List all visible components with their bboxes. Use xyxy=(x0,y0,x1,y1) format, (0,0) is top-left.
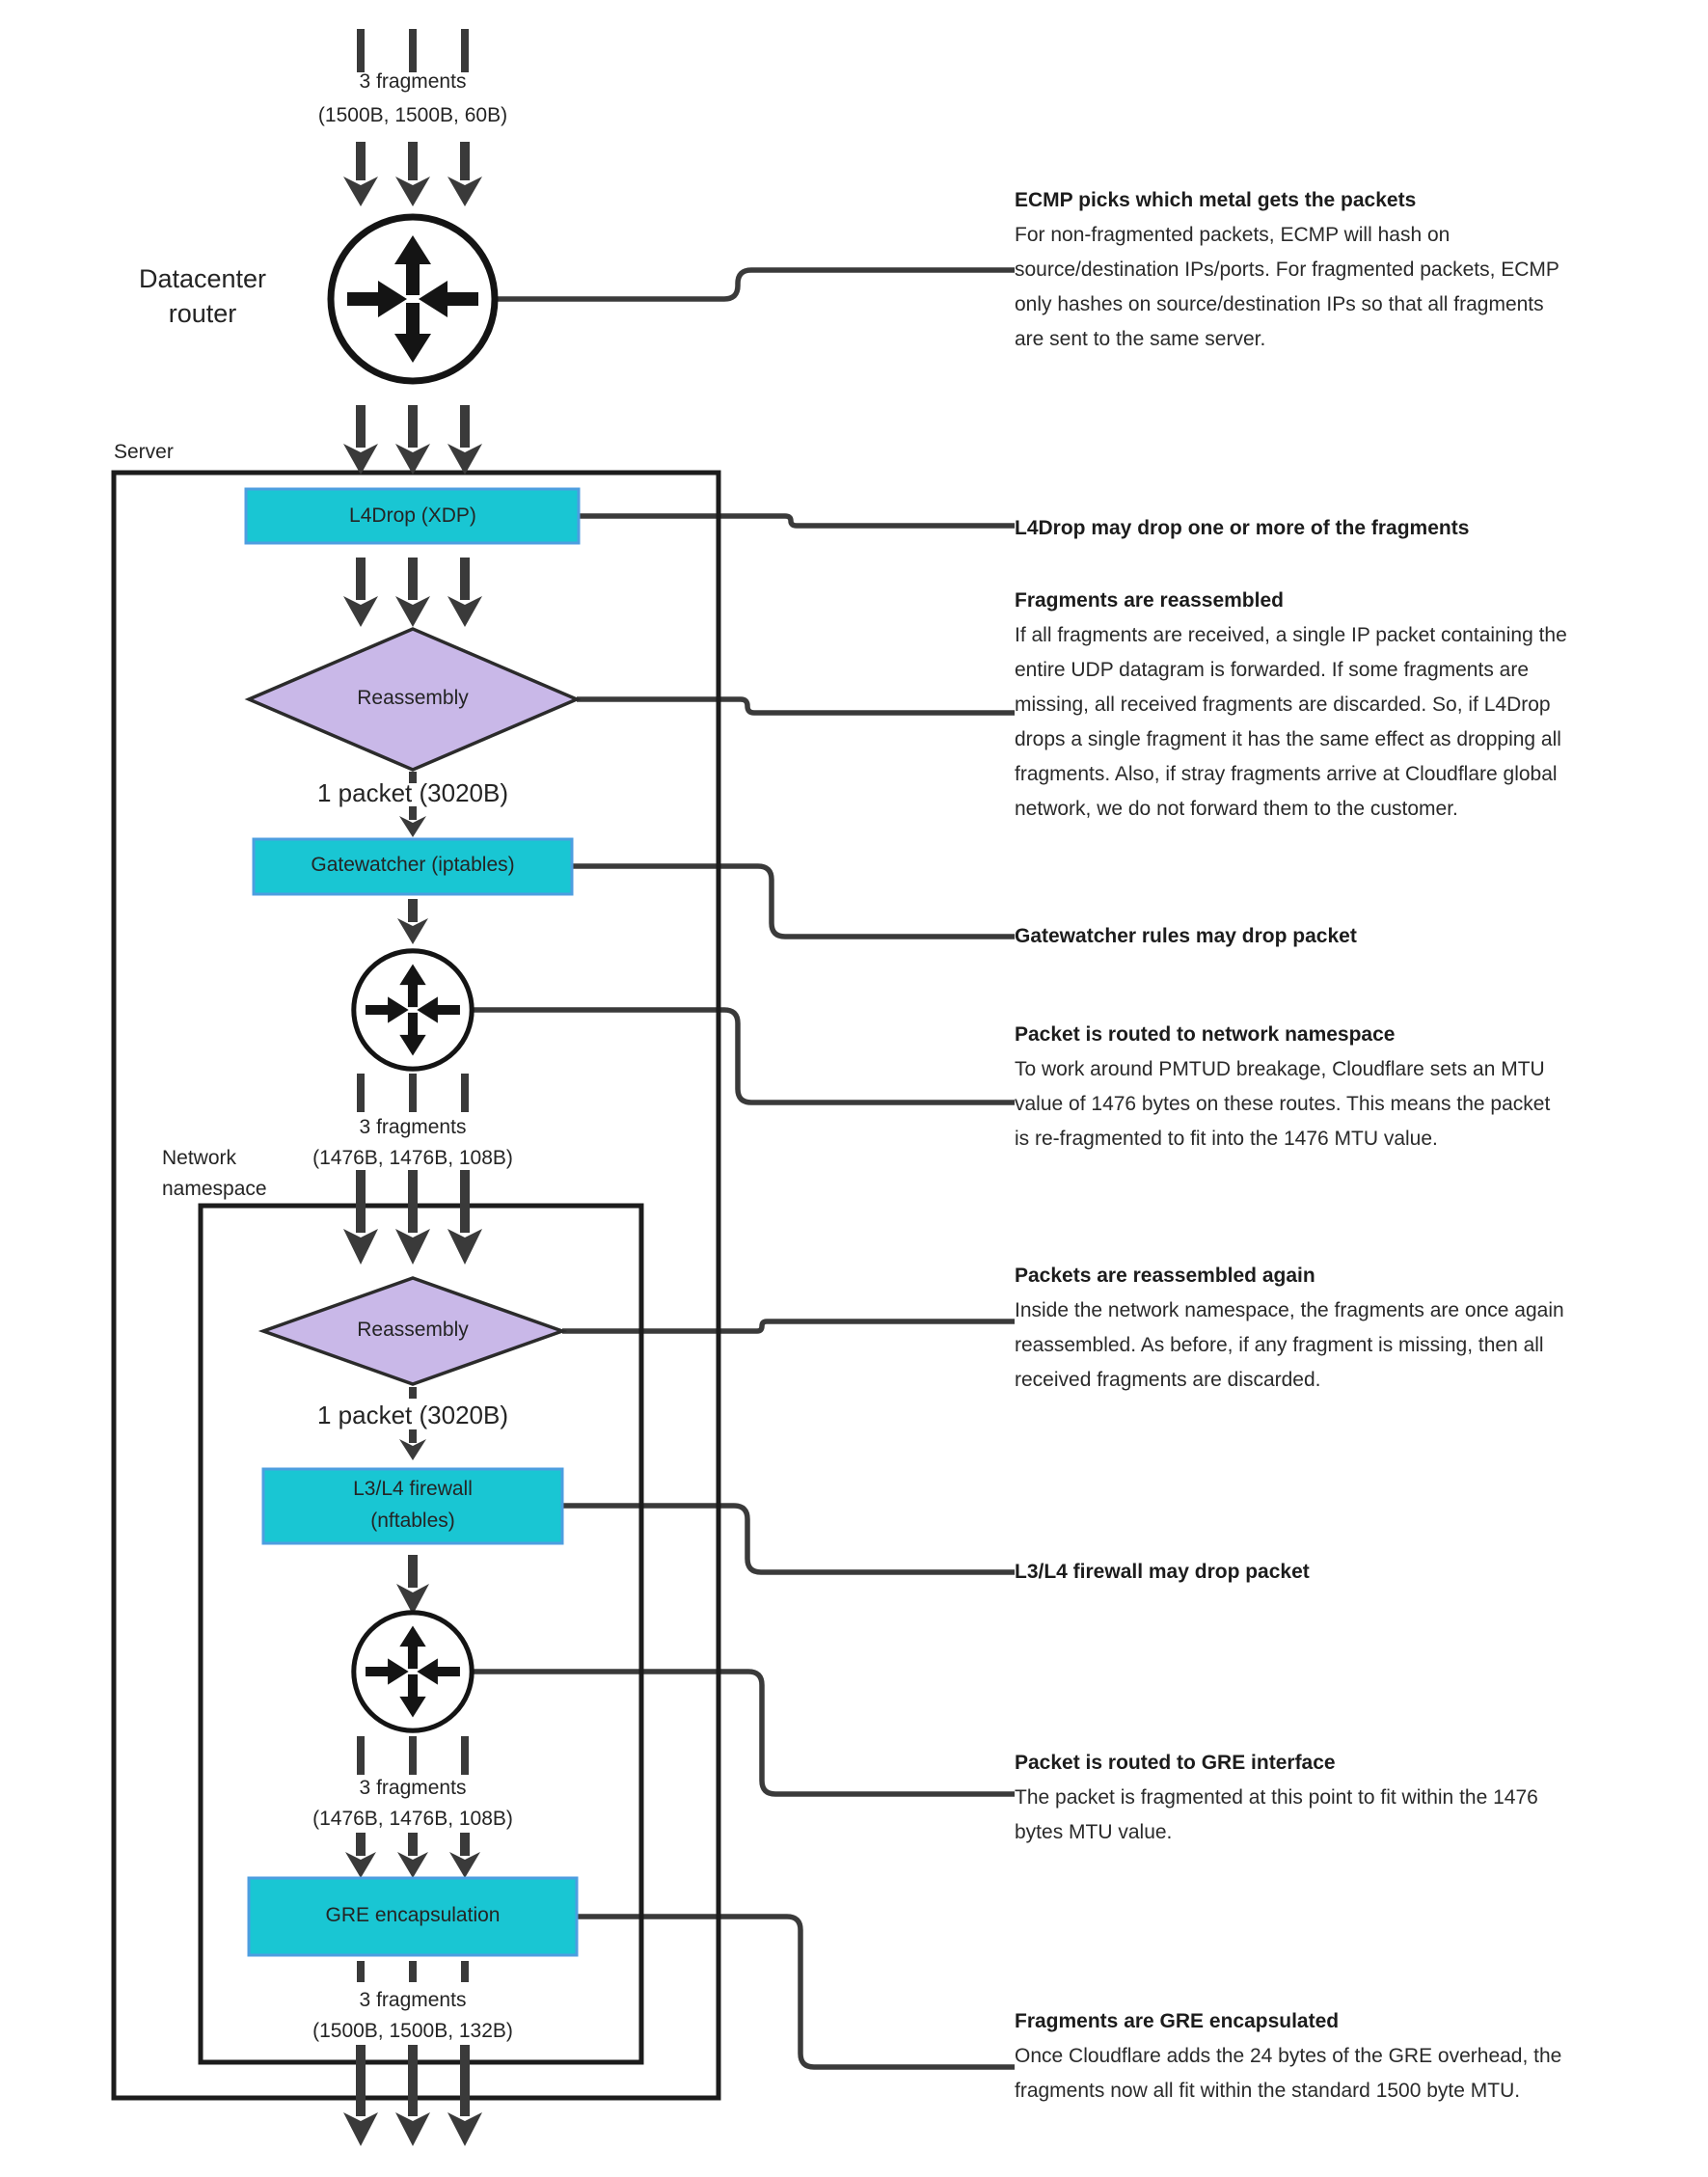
top-fragments-sizes: (1500B, 1500B, 60B) xyxy=(317,104,508,126)
annotation-body: For non-fragmented packets, ECMP will hash on source/destination IPs/ports. For fragmented packets, ECMP only hashes on source/destination IPs so that all fragments are sent to the same server. xyxy=(1015,224,1559,350)
annotation-heading: ECMP picks which metal gets the packets xyxy=(1015,189,1417,211)
l3l4-label-line2: (nftables) xyxy=(370,1510,455,1532)
annotation-heading: L4Drop may drop one or more of the fragments xyxy=(1015,517,1470,539)
annotation-heading: Packets are reassembled again xyxy=(1015,1265,1315,1287)
top-fragments-label: 3 fragments xyxy=(359,70,467,93)
mid-fragments-sizes: (1476B, 1476B, 108B) xyxy=(312,1147,513,1169)
gre-fragments-label: 3 fragments xyxy=(359,1777,467,1799)
network-namespace-label-line2: namespace xyxy=(162,1178,267,1200)
connector-reassembly2 xyxy=(562,1321,1015,1331)
connector-route-gre xyxy=(472,1672,1015,1794)
packet1-label: 1 packet (3020B) xyxy=(316,778,509,807)
annotation-gre-encapsulated xyxy=(1015,2004,1569,2109)
annotation-reassembled-again xyxy=(1015,1259,1569,1398)
bottom-fragments-dashes xyxy=(357,1961,469,1982)
routing-icon-gre xyxy=(354,1613,472,1730)
annotation-heading: Fragments are reassembled xyxy=(1015,589,1284,612)
datacenter-router-label-line2: router xyxy=(168,299,237,328)
connector-reassembly1 xyxy=(577,699,1015,713)
bottom-fragments-sizes: (1500B, 1500B, 132B) xyxy=(312,2020,513,2042)
router-to-server-arrows xyxy=(343,405,482,475)
annotation-body: If all fragments are received, a single IP packet containing the entire UDP datagram is forwarded. If some fragments are missing, all received fragments are discarded. So, if L4Drop drops a single fragment it has the same effect as dropping all fragments. Also, if stray fragments arrive at Cloudflare global network, we do not forward them to the customer. xyxy=(1015,624,1567,820)
connector-ecmp xyxy=(495,270,1015,299)
annotation-body: Once Cloudflare adds the 24 bytes of the GRE overhead, the fragments now all fit within the standard 1500 byte MTU. xyxy=(1015,2045,1562,2102)
l4drop-label: L4Drop (XDP) xyxy=(349,504,476,527)
gre-label: GRE encapsulation xyxy=(325,1904,501,1926)
gre-fragments-sizes: (1476B, 1476B, 108B) xyxy=(312,1808,513,1830)
gre-entry-arrows xyxy=(345,1833,480,1878)
l3l4-to-router-arrow xyxy=(396,1555,429,1615)
l3l4-label-line1: L3/L4 firewall xyxy=(353,1478,473,1500)
annotation-body: To work around PMTUD breakage, Cloudflare sets an MTU value of 1476 bytes on these routes. This means the packet is re-fragmented to fit into the 1476 MTU value. xyxy=(1015,1058,1551,1150)
annotation-heading: Fragments are GRE encapsulated xyxy=(1015,2010,1340,2032)
connector-l4drop xyxy=(579,516,1015,526)
gatewatcher-to-router-arrow xyxy=(397,899,428,944)
annotation-l3l4 xyxy=(1015,1555,1569,1590)
incoming-fragments-dashes xyxy=(357,29,469,72)
incoming-fragments-arrows xyxy=(343,142,482,206)
network-namespace-label-line1: Network xyxy=(162,1147,237,1169)
routing-icon-namespace xyxy=(354,951,472,1069)
annotation-reassembled xyxy=(1015,584,1569,827)
gatewatcher-label: Gatewatcher (iptables) xyxy=(311,854,515,876)
reassembly2-label: Reassembly xyxy=(357,1319,469,1341)
annotation-gatewatcher xyxy=(1015,919,1569,954)
annotation-body: The packet is fragmented at this point to fit within the 1476 bytes MTU value. xyxy=(1015,1786,1538,1843)
annotation-heading: L3/L4 firewall may drop packet xyxy=(1015,1561,1310,1583)
annotation-heading: Packet is routed to GRE interface xyxy=(1015,1752,1336,1774)
mid-fragments-label: 3 fragments xyxy=(359,1116,467,1138)
connector-route-ns xyxy=(472,1010,1015,1102)
connector-l3l4 xyxy=(562,1506,1015,1572)
reassembly1-label: Reassembly xyxy=(357,687,469,709)
datacenter-router-icon xyxy=(331,217,495,381)
annotation-routed-namespace xyxy=(1015,1018,1569,1157)
bottom-fragments-label: 3 fragments xyxy=(359,1989,467,2011)
mid-fragments-dashes xyxy=(357,1074,469,1112)
outgoing-fragments-arrows xyxy=(343,2045,482,2146)
annotation-routed-gre xyxy=(1015,1746,1569,1850)
annotation-ecmp xyxy=(1015,183,1569,357)
datacenter-router-label-line1: Datacenter xyxy=(138,264,267,293)
namespace-entry-arrows xyxy=(343,1170,482,1265)
connector-gatewatcher xyxy=(572,866,1015,937)
server-label: Server xyxy=(114,441,174,463)
packet2-label: 1 packet (3020B) xyxy=(316,1401,509,1429)
annotation-body: Inside the network namespace, the fragments are once again reassembled. As before, if any fragment is missing, then all received fragments are discarded. xyxy=(1015,1299,1564,1391)
l4drop-to-reassembly-arrows xyxy=(343,558,482,627)
annotation-l4drop xyxy=(1015,511,1569,546)
annotation-heading: Packet is routed to network namespace xyxy=(1015,1023,1396,1046)
annotation-heading: Gatewatcher rules may drop packet xyxy=(1015,925,1357,947)
gre-fragments-dashes xyxy=(357,1736,469,1775)
